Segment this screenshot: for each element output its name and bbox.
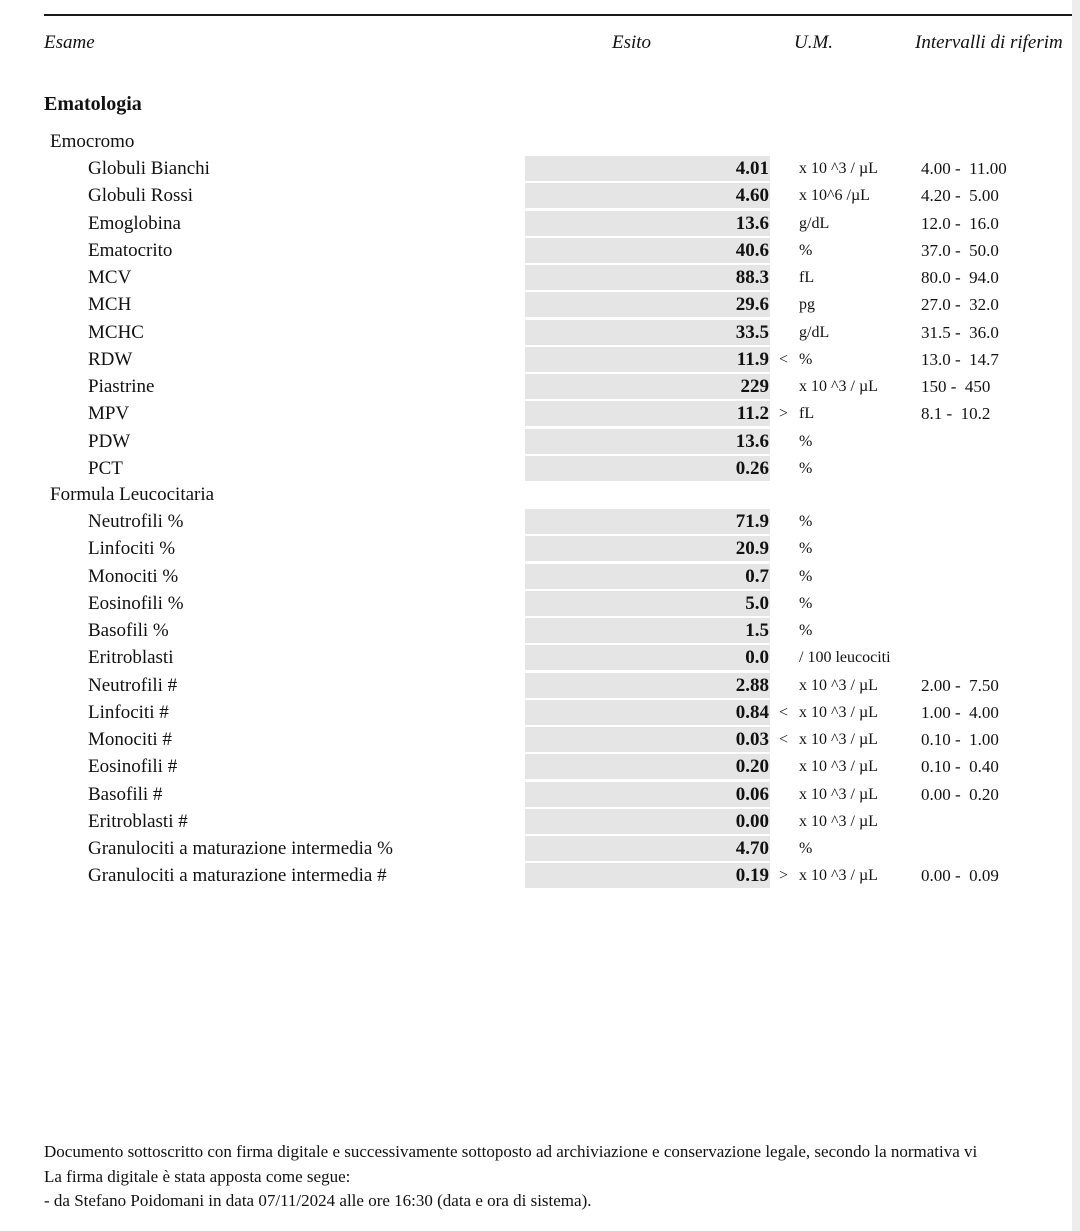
table-row	[0, 808, 1072, 835]
test-name: MCH	[88, 294, 132, 316]
table-row	[0, 699, 1072, 726]
test-value: 2.88	[735, 674, 769, 696]
table-row	[0, 373, 1072, 400]
test-name: Linfociti %	[88, 538, 176, 560]
reference-range: 0.10 - 0.40	[921, 757, 999, 777]
table-row	[0, 753, 1072, 780]
reference-range: 2.00 - 7.50	[921, 675, 999, 695]
table-row	[0, 428, 1072, 455]
test-name: Monociti #	[88, 729, 172, 750]
test-unit: %	[799, 540, 813, 558]
test-name: Ematocrito	[88, 239, 173, 261]
test-value: 0.20	[735, 756, 769, 778]
table-row	[0, 862, 1072, 889]
test-value: 4.60	[735, 185, 769, 207]
abnormal-flag: <	[779, 731, 789, 748]
test-unit: x 10 ^3 / µL	[799, 378, 878, 395]
section-title: Ematologia	[44, 93, 142, 115]
reference-range: 31.5 - 36.0	[921, 322, 999, 342]
test-value: 5.0	[745, 592, 769, 614]
table-row	[0, 455, 1072, 482]
abnormal-flag: <	[779, 703, 789, 721]
test-name: Eritroblasti #	[88, 810, 188, 832]
test-value: 0.26	[735, 457, 769, 479]
test-unit: fL	[799, 269, 815, 286]
test-value: 33.5	[735, 321, 769, 343]
table-row	[0, 319, 1072, 346]
abnormal-flag: >	[779, 405, 789, 423]
test-value: 0.0	[745, 647, 769, 669]
test-name: Neutrofili %	[88, 511, 184, 532]
footer-line-1: Documento sottoscritto con firma digitale e successivamente sottoposto ad archiviazione e conservazione legale, secondo la normativa vi	[44, 1142, 978, 1161]
test-value: 0.7	[745, 565, 769, 587]
table-row	[0, 726, 1072, 753]
test-name: Basofili %	[88, 620, 169, 641]
test-name: Globuli Bianchi	[88, 158, 210, 179]
table-row	[0, 644, 1072, 671]
test-value: 13.6	[735, 212, 769, 234]
test-unit: x 10 ^3 / µL	[799, 867, 878, 885]
table-row	[0, 346, 1072, 373]
reference-range: 12.0 - 16.0	[921, 213, 999, 233]
test-unit: x 10 ^3 / µL	[799, 731, 878, 748]
table-row	[0, 781, 1072, 808]
test-unit: %	[799, 513, 813, 530]
reference-range: 150 - 450	[921, 377, 991, 396]
reference-range: 37.0 - 50.0	[921, 240, 999, 260]
test-value: 11.9	[736, 348, 769, 370]
test-name: Emoglobina	[88, 212, 181, 234]
header-reference: Intervalli di riferim	[915, 32, 1063, 53]
test-name: MPV	[88, 403, 130, 425]
reference-range: 13.0 - 14.7	[921, 349, 999, 369]
test-unit: x 10 ^3 / µL	[799, 676, 878, 694]
test-unit: %	[799, 567, 813, 585]
reference-range: 0.10 - 1.00	[921, 730, 999, 749]
test-value: 229	[740, 376, 769, 397]
page-edge	[1072, 0, 1080, 1231]
test-name: Monociti %	[88, 565, 179, 587]
header-unit: U.M.	[794, 32, 834, 53]
test-value: 13.6	[735, 430, 769, 452]
test-unit: x 10 ^3 / µL	[799, 812, 878, 830]
group-formula: Formula Leucocitaria	[50, 484, 215, 505]
test-name: MCHC	[88, 321, 144, 343]
test-name: Eritroblasti	[88, 647, 174, 669]
test-unit: %	[799, 350, 813, 368]
header-exam: Esame	[44, 32, 95, 53]
top-divider	[44, 14, 1072, 16]
reference-range: 1.00 - 4.00	[921, 702, 999, 722]
reference-range: 4.20 - 5.00	[921, 186, 999, 206]
test-unit: g/dL	[799, 214, 830, 232]
table-row	[0, 237, 1072, 264]
test-unit: x 10 ^3 / µL	[799, 785, 878, 803]
test-name: Granulociti a maturazione intermedia #	[88, 865, 387, 887]
test-name: PDW	[88, 430, 131, 452]
test-name: Linfociti #	[88, 701, 169, 723]
test-unit: %	[799, 622, 813, 639]
test-value: 4.01	[735, 158, 769, 179]
table-row	[0, 264, 1072, 291]
table-row	[0, 590, 1072, 617]
abnormal-flag: <	[779, 350, 789, 368]
test-name: Basofili #	[88, 783, 163, 805]
test-unit: fL	[799, 405, 815, 423]
test-unit: x 10^6 /µL	[799, 187, 870, 205]
reference-range: 0.00 - 0.20	[921, 784, 999, 804]
test-name: Neutrofili #	[88, 674, 178, 696]
test-unit: x 10 ^3 / µL	[799, 160, 878, 177]
table-row	[0, 672, 1072, 699]
test-value: 11.2	[736, 403, 769, 425]
test-value: 20.9	[735, 538, 769, 560]
table-row	[0, 617, 1072, 644]
test-value: 71.9	[735, 511, 769, 532]
test-name: Piastrine	[88, 376, 155, 397]
group-emocromo: Emocromo	[50, 131, 135, 152]
test-unit: g/dL	[799, 323, 830, 341]
test-value: 4.70	[735, 838, 769, 859]
test-name: PCT	[88, 457, 123, 479]
test-unit: x 10 ^3 / µL	[799, 758, 878, 776]
test-unit: %	[799, 432, 813, 450]
table-row	[0, 210, 1072, 237]
table-row	[0, 291, 1072, 318]
table-row	[0, 182, 1072, 209]
test-name: Eosinofili %	[88, 592, 184, 614]
reference-range: 80.0 - 94.0	[921, 268, 999, 287]
test-name: RDW	[88, 348, 133, 370]
test-value: 0.03	[735, 729, 769, 750]
test-name: Granulociti a maturazione intermedia %	[88, 838, 393, 859]
test-value: 0.19	[735, 865, 769, 887]
test-name: Eosinofili #	[88, 756, 178, 778]
table-row	[0, 835, 1072, 862]
test-unit: %	[799, 459, 813, 477]
reference-range: 27.0 - 32.0	[921, 295, 999, 315]
test-name: MCV	[88, 267, 132, 288]
reference-range: 8.1 - 10.2	[921, 404, 991, 424]
test-value: 40.6	[735, 239, 769, 261]
test-value: 1.5	[745, 620, 769, 641]
table-row	[0, 508, 1072, 535]
test-unit: pg	[799, 296, 815, 314]
table-row	[0, 155, 1072, 182]
test-value: 0.00	[735, 810, 769, 832]
table-row	[0, 400, 1072, 427]
test-unit: %	[799, 594, 813, 612]
footer-line-2: La firma digitale è stata apposta come segue:	[44, 1167, 351, 1186]
test-name: Globuli Rossi	[88, 185, 194, 207]
test-unit: / 100 leucociti	[799, 649, 891, 667]
test-value: 0.84	[735, 701, 769, 723]
test-unit: %	[799, 840, 813, 857]
header-result: Esito	[612, 32, 652, 53]
test-value: 29.6	[735, 294, 769, 316]
test-value: 88.3	[735, 267, 769, 288]
test-value: 0.06	[735, 783, 769, 805]
abnormal-flag: >	[779, 867, 789, 885]
test-unit: %	[799, 241, 813, 259]
reference-range: 4.00 - 11.00	[921, 159, 1007, 178]
test-unit: x 10 ^3 / µL	[799, 703, 878, 721]
reference-range: 0.00 - 0.09	[921, 866, 999, 886]
table-row	[0, 535, 1072, 562]
footer-signature: - da Stefano Poidomani in data 07/11/2024 alle ore 16:30 (data e ora di sistema).	[44, 1191, 592, 1210]
table-row	[0, 563, 1072, 590]
